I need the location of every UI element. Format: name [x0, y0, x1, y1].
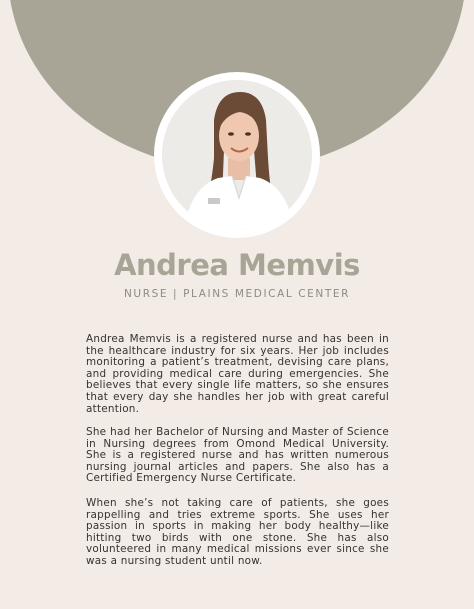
bio-paragraph: She had her Bachelor of Nursing and Master of Science in Nursing degrees from Omond Medical University. She is a registered nurse and has written numerous nursing journal articles and papers. She also has a Certified Emergency Nurse Certificate.	[86, 426, 389, 485]
bio-paragraph: When she’s not taking care of patients, she goes rappelling and tries extreme sports. She uses her passion in sports in making her body healthy—like hitting two birds with one stone. She has also volunteered in many medical missions ever since she was a nursing student until now.	[86, 497, 389, 567]
profile-title: NURSE | PLAINS MEDICAL CENTER	[123, 288, 351, 300]
profile-name: Andrea Memvis	[114, 248, 360, 282]
profile-photo	[162, 80, 312, 230]
bio-paragraph: Andrea Memvis is a registered nurse and has been in the healthcare industry for six years. Her job includes monitoring a patient’s treatment, devising care plans, and providing medical care during emergencies. She believes that every single life matters, so she ensures that every day she handles her job with great careful attention.	[86, 333, 389, 415]
